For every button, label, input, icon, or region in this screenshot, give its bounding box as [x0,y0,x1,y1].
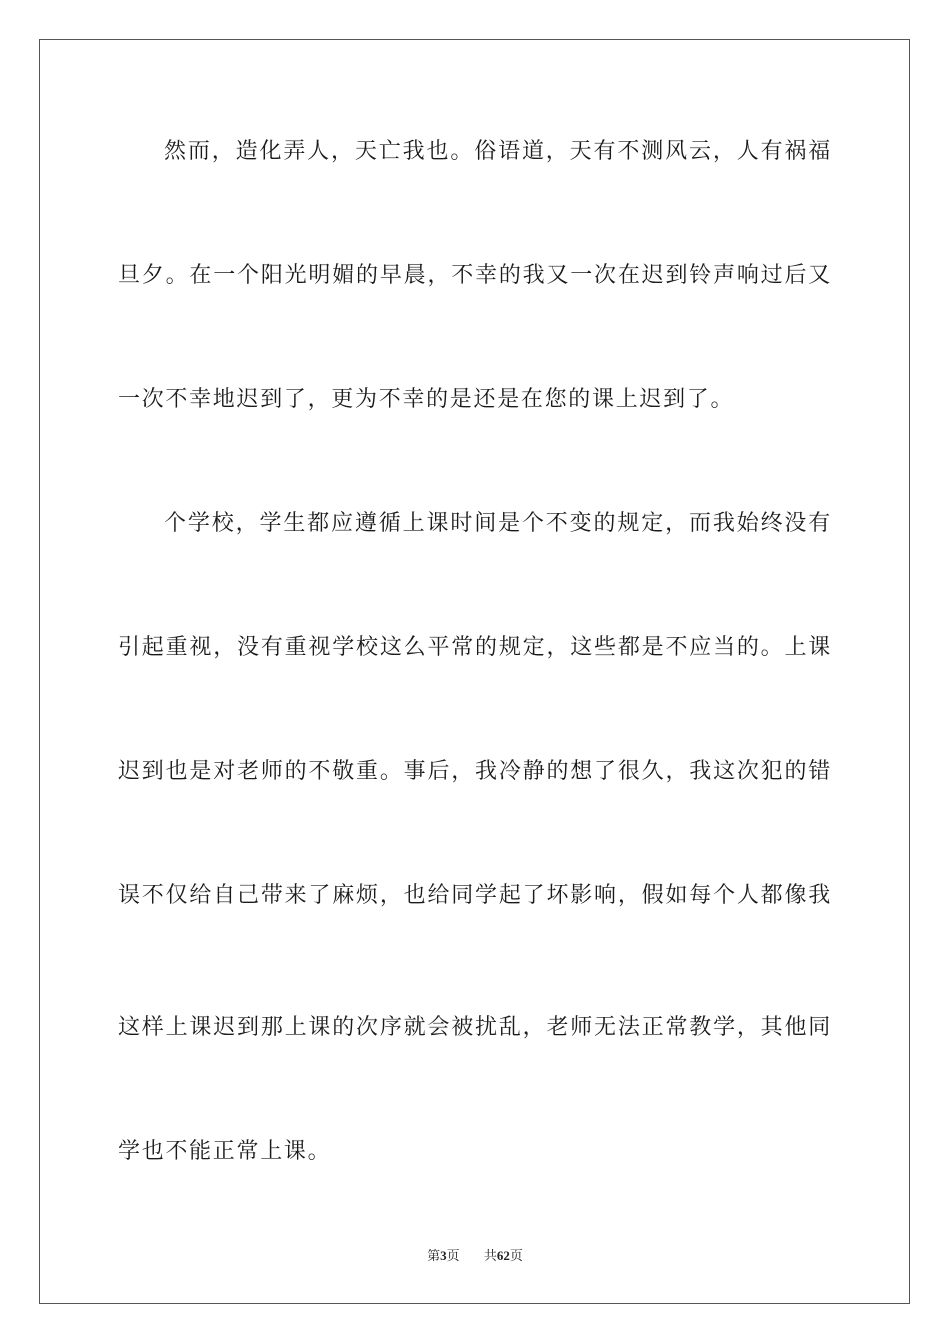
paragraph-line: 个学校，学生都应遵循上课时间是个不变的规定，而我始终没有 [164,511,832,536]
total-prefix: 共 [483,1249,497,1264]
page-suffix: 页 [446,1249,460,1264]
total-pages: 62 [496,1248,510,1263]
paragraph-line: 学也不能正常上课。 [118,1139,332,1164]
paragraph-line: 迟到也是对老师的不敬重。事后，我冷静的想了很久，我这次犯的错 [118,759,832,784]
paragraph-line: 引起重视，没有重视学校这么平常的规定，这些都是不应当的。上课 [118,635,832,660]
page-prefix: 第 [427,1249,441,1264]
paragraph-line: 旦夕。在一个阳光明媚的早晨，不幸的我又一次在迟到铃声响过后又 [118,263,832,288]
page-indicator [427,1247,460,1266]
page-footer [0,1247,950,1266]
page-border [39,39,910,1304]
paragraph-line: 然而，造化弄人，天亡我也。俗语道，天有不测风云，人有祸福 [164,139,832,164]
paragraph-line: 误不仅给自己带来了麻烦，也给同学起了坏影响，假如每个人都像我 [118,883,832,908]
total-pages-indicator [484,1247,523,1266]
paragraph-line: 这样上课迟到那上课的次序就会被扰乱，老师无法正常教学，其他同 [118,1015,832,1040]
paragraph-line: 一次不幸地迟到了，更为不幸的是还是在您的课上迟到了。 [118,387,735,412]
total-suffix: 页 [509,1249,523,1264]
page-number: 3 [440,1248,447,1263]
